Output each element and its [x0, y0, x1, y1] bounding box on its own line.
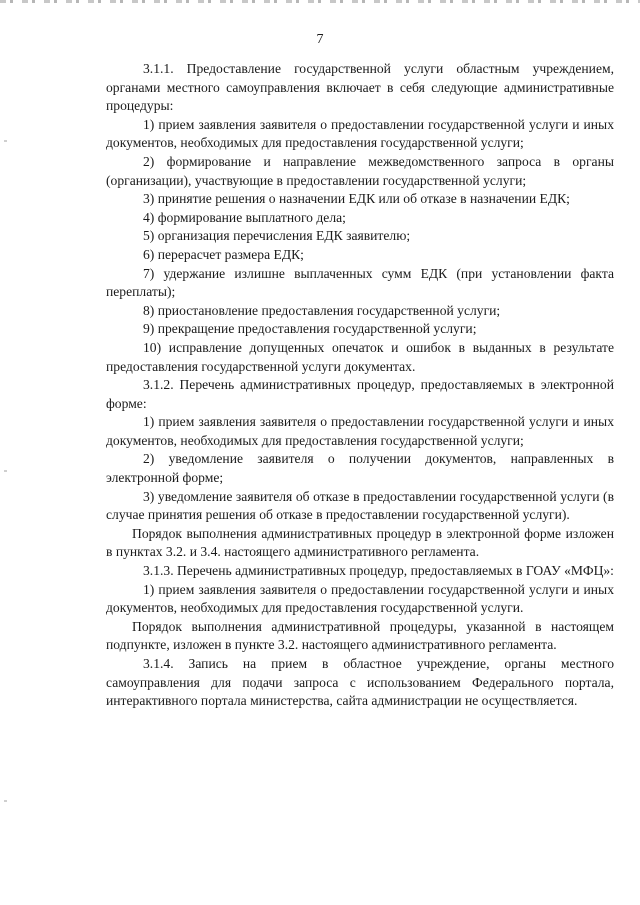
scan-margin-mark [4, 140, 7, 142]
list-item: 3) принятие решения о назначении ЕДК или об отказе в назначении ЕДК; [143, 191, 570, 207]
list-item: 1) прием заявления заявителя о предоставлении государственной услуги и иных документов, необходимых для предоставления государственной услуги. [106, 581, 614, 616]
list-item: 2) уведомление заявителя о получении документов, направленных в электронной форме; [106, 451, 614, 486]
list-item: 10) исправление допущенных опечаток и ошибок в выданных в результате предоставления государственной услуги документах. [106, 339, 614, 374]
scan-top-edge [0, 0, 640, 3]
list-item: 1) прием заявления заявителя о предоставлении государственной услуги и иных документов, необходимых для предоставления государственной услуги; [106, 414, 614, 448]
list-item: 6) перерасчет размера ЕДК; [143, 246, 304, 262]
page-number: 7 [316, 32, 324, 47]
document-body [106, 60, 614, 711]
scan-margin-mark [4, 800, 7, 802]
paragraph-procedure-electronic: Порядок выполнения административных процедур в электронной форме изложен в пунктах 3.2. и 3.4. настоящего административного регламента. [106, 525, 614, 560]
scan-margin-mark [4, 470, 7, 472]
list-item: 4) формирование выплатного дела; [143, 209, 346, 225]
paragraph-3-1-4: 3.1.4. Запись на прием в областное учреждение, органы местного самоуправления для подачи запроса с использованием Федерального портала, интерактивного портала министерства, сайта администрации не осуществляется. [106, 656, 614, 709]
list-item: 5) организация перечисления ЕДК заявителю; [143, 228, 411, 244]
list-item: 9) прекращение предоставления государственной услуги; [143, 321, 477, 337]
list-item: 3) уведомление заявителя об отказе в предоставлении государственной услуги (в случае принятия решения об отказе в предоставлении государственной услуги). [106, 488, 614, 523]
list-item: 1) прием заявления заявителя о предоставлении государственной услуги и иных документов, необходимых для предоставления государственной услуги; [106, 116, 614, 151]
paragraph-3-1-1: 3.1.1. Предоставление государственной услуги областным учреждением, органами местного самоуправления включает в себя следующие административные процедуры: [106, 61, 614, 114]
paragraph-3-1-3: 3.1.3. Перечень административных процедур, предоставляемых в ГОАУ «МФЦ»: [143, 563, 614, 579]
list-item: 7) удержание излишне выплаченных сумм ЕДК (при установлении факта переплаты); [106, 265, 614, 300]
paragraph-procedure-mfc: Порядок выполнения административной процедуры, указанной в настоящем подпункте, изложен в пункте 3.2. настоящего административного регламента. [106, 618, 614, 653]
list-item: 8) приостановление предоставления государственной услуги; [143, 302, 501, 318]
list-item: 2) формирование и направление межведомственного запроса в органы (организации), участвующие в предоставлении государственной услуги; [106, 153, 614, 188]
paragraph-3-1-2: 3.1.2. Перечень административных процедур, предоставляемых в электронной форме: [106, 377, 614, 411]
